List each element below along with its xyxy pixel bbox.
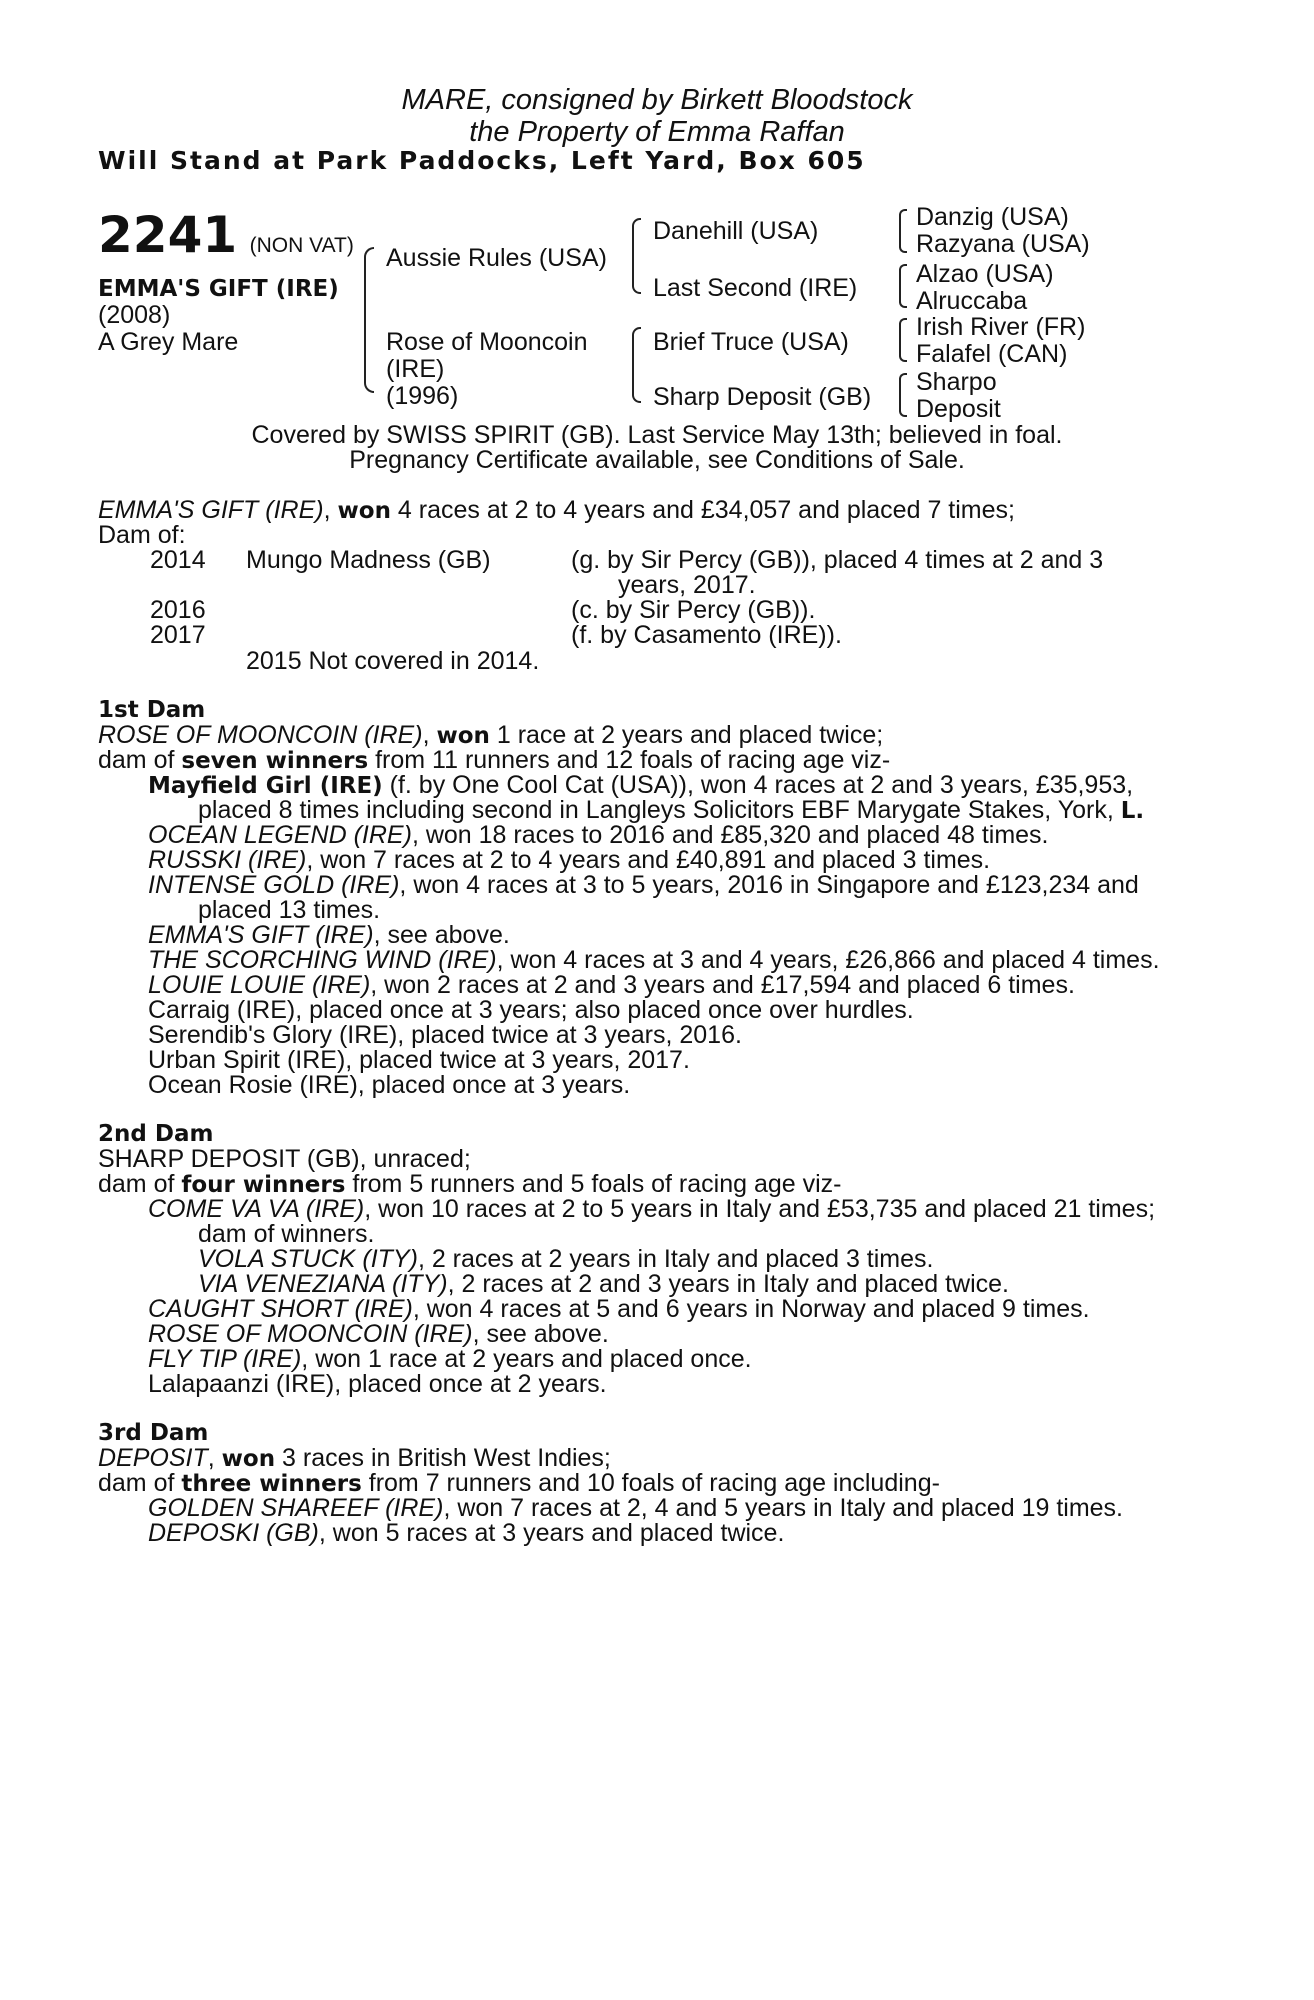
second-dam-heading: 2nd Dam xyxy=(98,1121,214,1147)
runner-name: DEPOSKI (GB) xyxy=(148,1519,319,1547)
mare-record-text: 4 races at 2 to 4 years and £34,057 and placed 7 times; xyxy=(390,496,1015,524)
runner-record: , won 18 races to 2016 and £85,320 and placed 48 times. xyxy=(411,821,1049,849)
third-dam-record: DEPOSIT, won 3 races in British West Indies; xyxy=(98,1444,611,1472)
list-item: Carraig (IRE), placed once at 3 years; also placed once over hurdles. xyxy=(148,996,914,1024)
brace-gen3c xyxy=(899,318,907,362)
horse-name: EMMA'S GIFT (IRE) xyxy=(98,276,339,302)
ped-sdd: Alruccaba xyxy=(916,287,1028,315)
produce-info: (f. by Casamento (IRE)). xyxy=(571,621,842,649)
stand-location: Will Stand at Park Paddocks, Left Yard, Box 605 xyxy=(98,146,866,175)
runner-name: CAUGHT SHORT (IRE) xyxy=(148,1295,413,1323)
mare-record: EMMA'S GIFT (IRE), won 4 races at 2 to 4 years and £34,057 and placed 7 times; xyxy=(98,496,1015,524)
list-item: Ocean Rosie (IRE), placed once at 3 years. xyxy=(148,1071,631,1099)
ped-sds: Alzao (USA) xyxy=(916,260,1054,288)
list-item xyxy=(148,1347,752,1372)
mayfield-name: Mayfield Girl (IRE) xyxy=(148,773,383,799)
brace-gen2a xyxy=(632,218,641,294)
vat-status: (NON VAT) xyxy=(249,234,354,257)
third-dam-heading: 3rd Dam xyxy=(98,1420,209,1446)
second-dam-record: SHARP DEPOSIT (GB), unraced; xyxy=(98,1145,471,1173)
list-item xyxy=(148,1496,1123,1521)
runner-name: GOLDEN SHAREEF (IRE) xyxy=(148,1494,444,1522)
runner-record: , won 4 races at 5 and 6 years in Norway and placed 9 times. xyxy=(412,1295,1090,1323)
listed-label: L. xyxy=(1120,798,1145,824)
runner-name: FLY TIP (IRE) xyxy=(148,1345,302,1373)
ped-sss: Danzig (USA) xyxy=(916,203,1069,231)
dam-of-pre: dam of xyxy=(98,746,182,774)
list-item: Lalapaanzi (IRE), placed once at 2 years. xyxy=(148,1370,607,1398)
mayfield-record: (f. by One Cool Cat (USA)), won 4 races at 2 and 3 years, £35,953, xyxy=(382,771,1134,799)
runner-record: , see above. xyxy=(472,1320,609,1348)
list-item xyxy=(148,948,1160,973)
covered-line2: Pregnancy Certificate available, see Conditions of Sale. xyxy=(349,446,965,474)
runner-name: VOLA STUCK (ITY) xyxy=(198,1245,418,1273)
runner-name: COME VA VA (IRE) xyxy=(148,1195,365,1223)
brace-gen3a xyxy=(899,209,907,253)
dam-dam: Sharp Deposit (GB) xyxy=(653,383,872,411)
runner-name: RUSSKI (IRE) xyxy=(148,846,307,874)
mayfield-entry xyxy=(148,773,1188,798)
second-dam-produce-summary xyxy=(98,1172,842,1197)
consignment-title: MARE, consigned by Birkett Bloodstock xyxy=(401,84,913,116)
covered-line1: Covered by SWISS SPIRIT (GB). Last Service May 13th; believed in foal. xyxy=(251,421,1063,449)
produce-year: 2014 xyxy=(150,546,206,574)
produce-note: 2015 Not covered in 2014. xyxy=(246,647,540,675)
lot-number: 2241 xyxy=(98,206,238,264)
runner-record: , won 1 race at 2 years and placed once. xyxy=(301,1345,752,1373)
winners-count: four winners xyxy=(181,1172,346,1198)
list-item-cont: placed 13 times. xyxy=(198,896,381,924)
list-item xyxy=(148,873,1188,898)
list-item xyxy=(148,1197,1188,1222)
runner-name: ROSE OF MOONCOIN (IRE) xyxy=(148,1320,473,1348)
runner-name: THE SCORCHING WIND (IRE) xyxy=(148,946,497,974)
runner-name: EMMA'S GIFT (IRE) xyxy=(148,921,374,949)
sub-list-item xyxy=(198,1247,933,1272)
winners-count: seven winners xyxy=(181,748,369,774)
produce-info: (c. by Sir Percy (GB)). xyxy=(571,596,816,624)
dam-of-post: from 11 runners and 12 foals of racing age viz- xyxy=(368,746,891,774)
list-item xyxy=(148,823,1049,848)
runner-record: , won 5 races at 3 years and placed twice. xyxy=(318,1519,785,1547)
list-item xyxy=(148,848,990,873)
ped-dsd: Falafel (CAN) xyxy=(916,340,1068,368)
mayfield-entry-cont xyxy=(198,798,1144,823)
third-dam-name: DEPOSIT xyxy=(98,1444,208,1472)
ped-dds: Sharpo xyxy=(916,368,997,396)
list-item: Serendib's Glory (IRE), placed twice at 3 years, 2016. xyxy=(148,1021,742,1049)
ped-ddd: Deposit xyxy=(916,395,1001,423)
list-item-cont: dam of winners. xyxy=(198,1220,375,1248)
runner-record: , won 7 races at 2 to 4 years and £40,891 and placed 3 times. xyxy=(306,846,991,874)
list-item xyxy=(148,973,1075,998)
won-label: won xyxy=(221,1446,276,1472)
dam-of-post: from 5 runners and 5 foals of racing age viz- xyxy=(345,1170,842,1198)
first-dam-heading: 1st Dam xyxy=(98,697,206,723)
mayfield-record-cont: placed 8 times including second in Langleys Solicitors EBF Marygate Stakes, York, xyxy=(198,796,1121,824)
runner-record: , won 10 races at 2 to 5 years in Italy and £53,735 and placed 21 times; xyxy=(364,1195,1156,1223)
runner-name: LOUIE LOUIE (IRE) xyxy=(148,971,371,999)
horse-year: (2008) xyxy=(98,301,171,329)
runner-name: VIA VENEZIANA (ITY) xyxy=(198,1270,448,1298)
dam-sire: Brief Truce (USA) xyxy=(653,328,849,356)
horse-description: A Grey Mare xyxy=(98,328,239,356)
sire: Aussie Rules (USA) xyxy=(386,244,607,272)
list-item xyxy=(148,923,510,948)
ped-ssd: Razyana (USA) xyxy=(916,230,1090,258)
runner-record: , won 4 races at 3 to 5 years, 2016 in Singapore and £123,234 and xyxy=(399,871,1139,899)
produce-info: (g. by Sir Percy (GB)), placed 4 times at 2 and 3 xyxy=(571,546,1104,574)
runner-record: , 2 races at 2 years in Italy and placed 3 times. xyxy=(417,1245,934,1273)
dam-of-pre: dam of xyxy=(98,1170,182,1198)
dam-line2: (IRE) xyxy=(386,355,445,383)
sire-sire: Danehill (USA) xyxy=(653,217,819,245)
produce-name: Mungo Madness (GB) xyxy=(246,546,491,574)
brace-gen3b xyxy=(899,264,907,308)
produce-info-cont: years, 2017. xyxy=(618,571,756,599)
produce-year: 2017 xyxy=(150,621,206,649)
first-dam-name: ROSE OF MOONCOIN (IRE) xyxy=(98,721,423,749)
runner-record: , 2 races at 2 and 3 years in Italy and placed twice. xyxy=(447,1270,1010,1298)
produce-year: 2016 xyxy=(150,596,206,624)
first-dam-produce-summary xyxy=(98,748,890,773)
runner-name: INTENSE GOLD (IRE) xyxy=(148,871,400,899)
runner-record: , won 2 races at 2 and 3 years and £17,594 and placed 6 times. xyxy=(370,971,1075,999)
brace-gen2b xyxy=(632,327,641,403)
dam-line3: (1996) xyxy=(386,382,459,410)
dam-line1: Rose of Mooncoin xyxy=(386,328,588,356)
won-label: won xyxy=(337,498,391,524)
sub-list-item xyxy=(198,1272,1009,1297)
runner-record: , see above. xyxy=(373,921,510,949)
runner-record: , won 4 races at 3 and 4 years, £26,866 and placed 4 times. xyxy=(496,946,1160,974)
mare-name: EMMA'S GIFT (IRE) xyxy=(98,496,324,524)
first-dam-record: ROSE OF MOONCOIN (IRE), won 1 race at 2 years and placed twice; xyxy=(98,721,884,749)
won-label: won xyxy=(436,723,490,749)
lot-number-row xyxy=(98,206,354,264)
winners-count: three winners xyxy=(181,1471,362,1497)
property-of: the Property of Emma Raffan xyxy=(469,116,845,148)
ped-dss: Irish River (FR) xyxy=(916,313,1086,341)
runner-name: OCEAN LEGEND (IRE) xyxy=(148,821,412,849)
third-dam-record-text: 3 races in British West Indies; xyxy=(275,1444,611,1472)
third-dam-produce-summary xyxy=(98,1471,940,1496)
list-item xyxy=(148,1521,784,1546)
brace-gen1 xyxy=(364,247,374,393)
runner-record: , won 7 races at 2, 4 and 5 years in Italy and placed 19 times. xyxy=(443,1494,1123,1522)
list-item xyxy=(148,1322,609,1347)
list-item: Urban Spirit (IRE), placed twice at 3 years, 2017. xyxy=(148,1046,690,1074)
sire-dam: Last Second (IRE) xyxy=(653,274,858,302)
dam-of-label: Dam of: xyxy=(98,521,186,549)
brace-gen3d xyxy=(899,373,907,417)
first-dam-record-text: 1 race at 2 years and placed twice; xyxy=(489,721,884,749)
dam-of-post: from 7 runners and 10 foals of racing age including- xyxy=(361,1469,940,1497)
dam-of-pre: dam of xyxy=(98,1469,182,1497)
list-item xyxy=(148,1297,1090,1322)
